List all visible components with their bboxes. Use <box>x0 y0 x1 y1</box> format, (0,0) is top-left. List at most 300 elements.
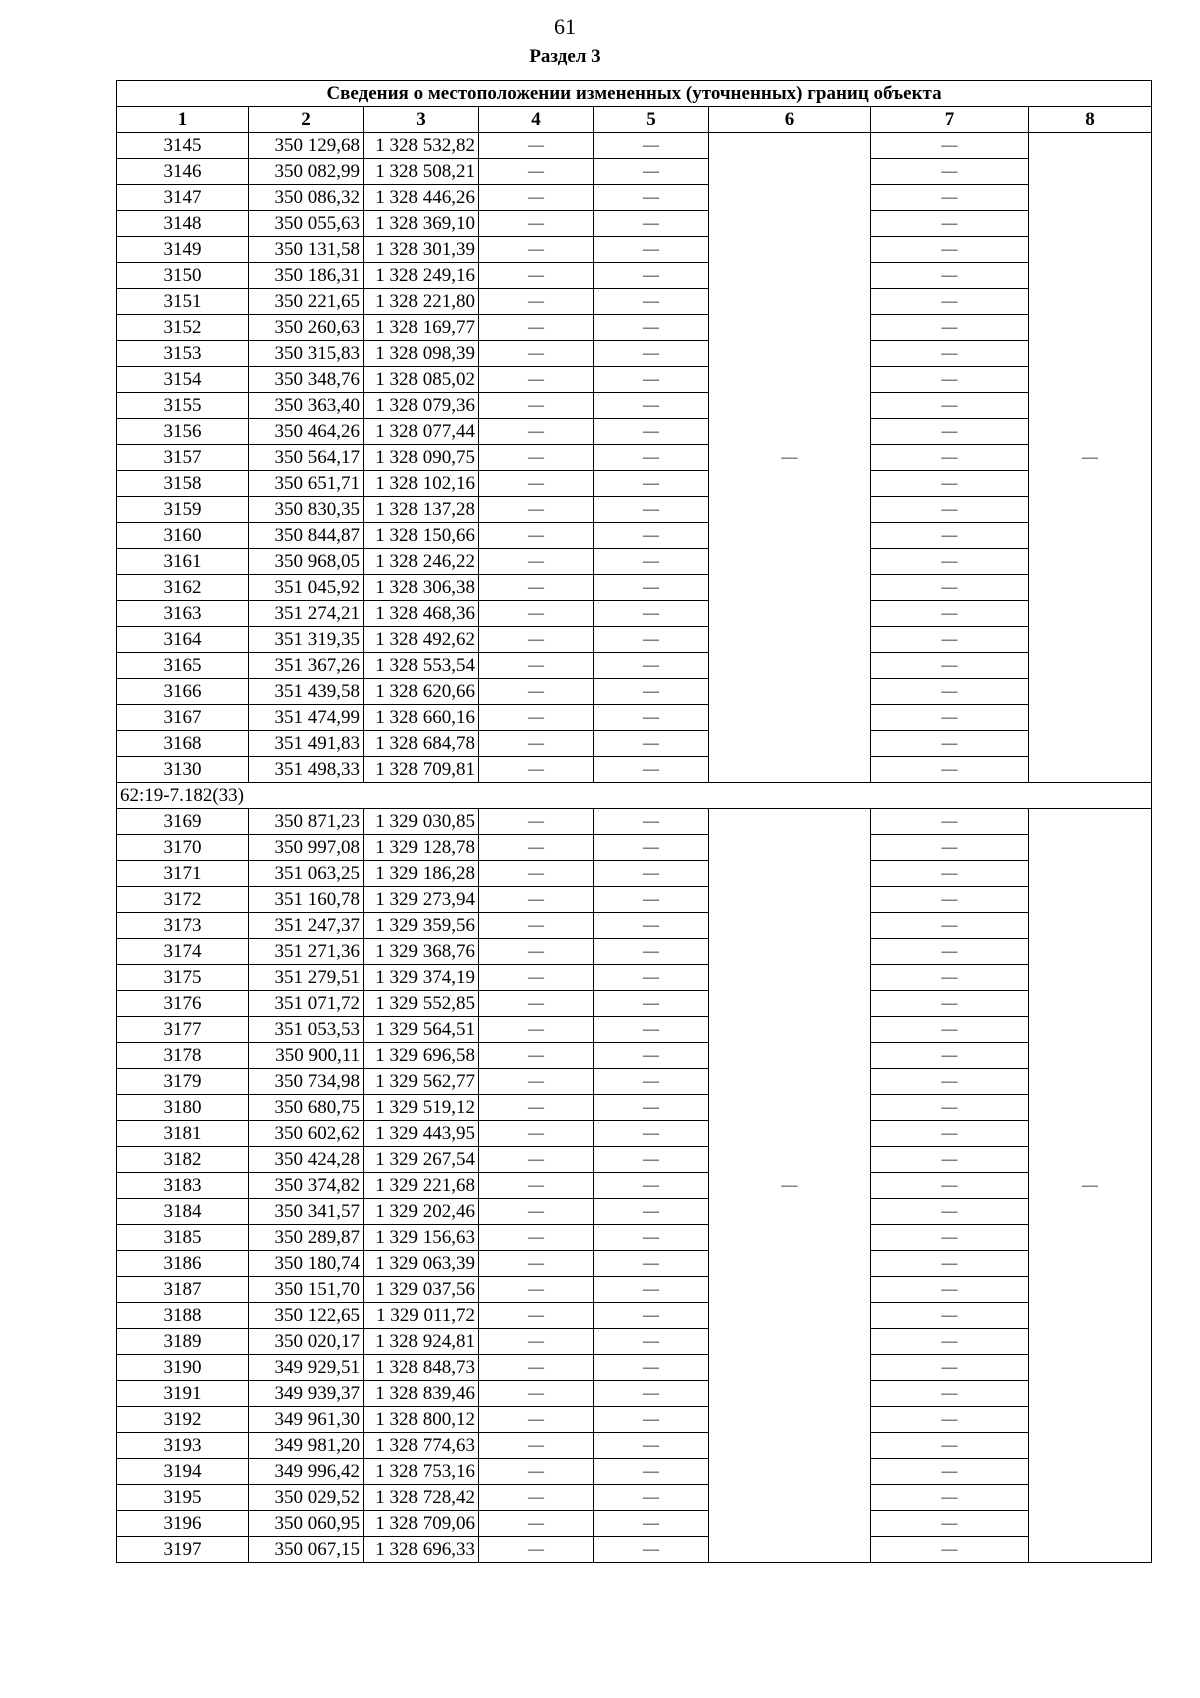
point-number: 3164 <box>117 627 249 653</box>
point-number: 3158 <box>117 471 249 497</box>
dash-cell: — <box>871 237 1029 263</box>
dash-cell: — <box>871 887 1029 913</box>
coordinate-y: 1 329 011,72 <box>364 1303 479 1329</box>
coordinate-y: 1 329 368,76 <box>364 939 479 965</box>
dash-cell: — <box>594 523 709 549</box>
dash-cell: — <box>871 991 1029 1017</box>
dash-cell: — <box>594 1225 709 1251</box>
point-number: 3167 <box>117 705 249 731</box>
coordinate-y: 1 329 128,78 <box>364 835 479 861</box>
point-number: 3178 <box>117 1043 249 1069</box>
point-number: 3177 <box>117 1017 249 1043</box>
dash-cell: — <box>871 1277 1029 1303</box>
coordinate-x: 350 151,70 <box>249 1277 364 1303</box>
column-header: 7 <box>871 107 1029 133</box>
table-row <box>117 1459 1152 1485</box>
dash-cell: — <box>871 575 1029 601</box>
dash-cell: — <box>594 211 709 237</box>
dash-cell: — <box>871 965 1029 991</box>
dash-cell: — <box>594 341 709 367</box>
column-number-row <box>117 107 1152 133</box>
table-row <box>117 1485 1152 1511</box>
dash-cell: — <box>871 1225 1029 1251</box>
dash-cell: — <box>479 367 594 393</box>
dash-cell: — <box>594 1121 709 1147</box>
table-row <box>117 497 1152 523</box>
table-row <box>117 939 1152 965</box>
dash-cell: — <box>594 757 709 783</box>
dash-cell: — <box>594 809 709 835</box>
dash-cell: — <box>871 393 1029 419</box>
coordinate-x: 350 055,63 <box>249 211 364 237</box>
point-number: 3146 <box>117 159 249 185</box>
dash-cell: — <box>479 991 594 1017</box>
table-row <box>117 1355 1152 1381</box>
coordinate-x: 350 680,75 <box>249 1095 364 1121</box>
cadastral-number: 62:19-7.182(33) <box>117 783 1152 809</box>
coordinate-x: 350 029,52 <box>249 1485 364 1511</box>
coordinate-y: 1 329 063,39 <box>364 1251 479 1277</box>
point-number: 3195 <box>117 1485 249 1511</box>
dash-cell: — <box>479 1017 594 1043</box>
point-number: 3145 <box>117 133 249 159</box>
dash-cell: — <box>479 861 594 887</box>
table-row <box>117 1199 1152 1225</box>
dash-cell: — <box>479 237 594 263</box>
coordinate-x: 350 186,31 <box>249 263 364 289</box>
dash-cell: — <box>594 705 709 731</box>
dash-cell: — <box>871 445 1029 471</box>
dash-cell: — <box>479 835 594 861</box>
dash-cell: — <box>594 1277 709 1303</box>
dash-cell: — <box>479 1407 594 1433</box>
coordinate-y: 1 328 492,62 <box>364 627 479 653</box>
dash-cell: — <box>479 1199 594 1225</box>
table-row <box>117 1407 1152 1433</box>
dash-cell: — <box>479 705 594 731</box>
table-caption: Сведения о местоположении измененных (уточненных) границ объекта <box>117 81 1152 107</box>
dash-cell: — <box>871 913 1029 939</box>
coordinate-x: 349 939,37 <box>249 1381 364 1407</box>
dash-cell: — <box>594 1199 709 1225</box>
coordinate-y: 1 328 753,16 <box>364 1459 479 1485</box>
point-number: 3163 <box>117 601 249 627</box>
table-row <box>117 965 1152 991</box>
table-row <box>117 835 1152 861</box>
point-number: 3173 <box>117 913 249 939</box>
dash-cell: — <box>871 809 1029 835</box>
coordinate-y: 1 328 369,10 <box>364 211 479 237</box>
page-number: 61 <box>554 14 576 39</box>
dash-cell: — <box>479 1121 594 1147</box>
dash-cell: — <box>479 575 594 601</box>
coordinate-x: 350 289,87 <box>249 1225 364 1251</box>
point-number: 3168 <box>117 731 249 757</box>
dash-cell: — <box>479 471 594 497</box>
table-row <box>117 731 1152 757</box>
coordinate-x: 351 279,51 <box>249 965 364 991</box>
coordinate-x: 350 082,99 <box>249 159 364 185</box>
table-row <box>117 887 1152 913</box>
dash-cell: — <box>871 1329 1029 1355</box>
table-row <box>117 1251 1152 1277</box>
coordinate-x: 350 830,35 <box>249 497 364 523</box>
point-number: 3147 <box>117 185 249 211</box>
coordinate-y: 1 329 562,77 <box>364 1069 479 1095</box>
dash-cell: — <box>871 1407 1029 1433</box>
table-row <box>117 1303 1152 1329</box>
column-header: 5 <box>594 107 709 133</box>
coordinate-x: 351 474,99 <box>249 705 364 731</box>
table-row <box>117 523 1152 549</box>
point-number: 3176 <box>117 991 249 1017</box>
dash-cell: — <box>594 315 709 341</box>
table-row <box>117 861 1152 887</box>
dash-cell: — <box>479 1537 594 1563</box>
dash-cell: — <box>594 731 709 757</box>
coordinate-y: 1 329 552,85 <box>364 991 479 1017</box>
merged-column-6: — <box>709 809 871 1563</box>
column-header: 1 <box>117 107 249 133</box>
dash-cell: — <box>871 861 1029 887</box>
section-title: Раздел 3 <box>529 46 601 67</box>
dash-cell: — <box>871 211 1029 237</box>
dash-cell: — <box>479 1459 594 1485</box>
dash-cell: — <box>479 341 594 367</box>
point-number: 3191 <box>117 1381 249 1407</box>
coordinate-x: 349 961,30 <box>249 1407 364 1433</box>
point-number: 3180 <box>117 1095 249 1121</box>
dash-cell: — <box>594 549 709 575</box>
table-row <box>117 679 1152 705</box>
dash-cell: — <box>479 133 594 159</box>
coordinate-y: 1 328 098,39 <box>364 341 479 367</box>
dash-cell: — <box>479 1485 594 1511</box>
dash-cell: — <box>594 965 709 991</box>
dash-cell: — <box>871 1095 1029 1121</box>
point-number: 3157 <box>117 445 249 471</box>
point-number: 3181 <box>117 1121 249 1147</box>
coordinate-y: 1 329 037,56 <box>364 1277 479 1303</box>
dash-cell: — <box>594 861 709 887</box>
dash-cell: — <box>594 1017 709 1043</box>
coordinate-x: 350 067,15 <box>249 1537 364 1563</box>
point-number: 3179 <box>117 1069 249 1095</box>
boundary-coordinates-table <box>116 80 1152 1563</box>
dash-cell: — <box>594 1173 709 1199</box>
dash-cell: — <box>479 211 594 237</box>
coordinate-y: 1 328 620,66 <box>364 679 479 705</box>
point-number: 3159 <box>117 497 249 523</box>
dash-cell: — <box>871 1147 1029 1173</box>
coordinate-x: 349 996,42 <box>249 1459 364 1485</box>
coordinate-y: 1 328 079,36 <box>364 393 479 419</box>
dash-cell: — <box>479 1225 594 1251</box>
table-row <box>117 1095 1152 1121</box>
table-caption-row <box>117 81 1152 107</box>
dash-cell: — <box>594 627 709 653</box>
coordinate-x: 351 071,72 <box>249 991 364 1017</box>
dash-cell: — <box>594 1303 709 1329</box>
coordinate-x: 351 053,53 <box>249 1017 364 1043</box>
table-row <box>117 1537 1152 1563</box>
dash-cell: — <box>594 887 709 913</box>
dash-cell: — <box>594 1485 709 1511</box>
dash-cell: — <box>871 835 1029 861</box>
table-row <box>117 653 1152 679</box>
table-row <box>117 913 1152 939</box>
dash-cell: — <box>871 627 1029 653</box>
dash-cell: — <box>594 1095 709 1121</box>
table-row <box>117 1277 1152 1303</box>
dash-cell: — <box>871 1069 1029 1095</box>
dash-cell: — <box>594 653 709 679</box>
dash-cell: — <box>594 1381 709 1407</box>
table-row <box>117 393 1152 419</box>
coordinate-y: 1 328 800,12 <box>364 1407 479 1433</box>
point-number: 3171 <box>117 861 249 887</box>
dash-cell: — <box>594 419 709 445</box>
coordinate-x: 351 498,33 <box>249 757 364 783</box>
coordinate-y: 1 328 660,16 <box>364 705 479 731</box>
dash-cell: — <box>594 991 709 1017</box>
point-number: 3165 <box>117 653 249 679</box>
point-number: 3130 <box>117 757 249 783</box>
coordinate-y: 1 328 150,66 <box>364 523 479 549</box>
dash-cell: — <box>479 731 594 757</box>
coordinate-x: 350 651,71 <box>249 471 364 497</box>
dash-cell: — <box>594 601 709 627</box>
coordinate-y: 1 328 848,73 <box>364 1355 479 1381</box>
dash-cell: — <box>479 1433 594 1459</box>
point-number: 3150 <box>117 263 249 289</box>
dash-cell: — <box>479 1147 594 1173</box>
dash-cell: — <box>594 1355 709 1381</box>
coordinate-x: 351 063,25 <box>249 861 364 887</box>
dash-cell: — <box>594 1069 709 1095</box>
dash-cell: — <box>479 497 594 523</box>
dash-cell: — <box>871 497 1029 523</box>
dash-cell: — <box>594 263 709 289</box>
coordinate-x: 351 247,37 <box>249 913 364 939</box>
coordinate-y: 1 329 696,58 <box>364 1043 479 1069</box>
dash-cell: — <box>479 1095 594 1121</box>
coordinate-x: 350 844,87 <box>249 523 364 549</box>
point-number: 3166 <box>117 679 249 705</box>
point-number: 3182 <box>117 1147 249 1173</box>
dash-cell: — <box>871 1173 1029 1199</box>
dash-cell: — <box>479 263 594 289</box>
dash-cell: — <box>594 185 709 211</box>
dash-cell: — <box>594 1251 709 1277</box>
dash-cell: — <box>479 653 594 679</box>
coordinate-x: 351 367,26 <box>249 653 364 679</box>
table-row <box>117 1329 1152 1355</box>
coordinate-y: 1 329 519,12 <box>364 1095 479 1121</box>
dash-cell: — <box>479 913 594 939</box>
dash-cell: — <box>871 705 1029 731</box>
dash-cell: — <box>479 627 594 653</box>
table-row <box>117 1147 1152 1173</box>
dash-cell: — <box>479 965 594 991</box>
coordinate-x: 351 271,36 <box>249 939 364 965</box>
dash-cell: — <box>594 133 709 159</box>
coordinate-x: 350 180,74 <box>249 1251 364 1277</box>
dash-cell: — <box>479 939 594 965</box>
coordinate-y: 1 328 306,38 <box>364 575 479 601</box>
point-number: 3193 <box>117 1433 249 1459</box>
dash-cell: — <box>479 1303 594 1329</box>
coordinate-y: 1 328 774,63 <box>364 1433 479 1459</box>
column-header: 3 <box>364 107 479 133</box>
coordinate-y: 1 329 221,68 <box>364 1173 479 1199</box>
point-number: 3194 <box>117 1459 249 1485</box>
coordinate-x: 351 045,92 <box>249 575 364 601</box>
dash-cell: — <box>479 1173 594 1199</box>
coordinate-x: 350 564,17 <box>249 445 364 471</box>
coordinate-x: 350 348,76 <box>249 367 364 393</box>
dash-cell: — <box>479 1251 594 1277</box>
dash-cell: — <box>594 1433 709 1459</box>
coordinate-y: 1 328 249,16 <box>364 263 479 289</box>
coordinate-x: 350 221,65 <box>249 289 364 315</box>
dash-cell: — <box>871 731 1029 757</box>
point-number: 3172 <box>117 887 249 913</box>
point-number: 3189 <box>117 1329 249 1355</box>
coordinate-x: 350 900,11 <box>249 1043 364 1069</box>
point-number: 3161 <box>117 549 249 575</box>
coordinate-y: 1 328 553,54 <box>364 653 479 679</box>
table-row <box>117 471 1152 497</box>
coordinate-x: 350 363,40 <box>249 393 364 419</box>
dash-cell: — <box>594 1043 709 1069</box>
coordinate-y: 1 329 273,94 <box>364 887 479 913</box>
point-number: 3170 <box>117 835 249 861</box>
coordinate-y: 1 328 696,33 <box>364 1537 479 1563</box>
point-number: 3190 <box>117 1355 249 1381</box>
merged-column-8: — <box>1029 133 1152 783</box>
dash-cell: — <box>871 1381 1029 1407</box>
dash-cell: — <box>594 679 709 705</box>
point-number: 3185 <box>117 1225 249 1251</box>
coordinate-y: 1 328 301,39 <box>364 237 479 263</box>
table-row <box>117 991 1152 1017</box>
point-number: 3156 <box>117 419 249 445</box>
point-number: 3187 <box>117 1277 249 1303</box>
column-header: 2 <box>249 107 364 133</box>
dash-cell: — <box>871 159 1029 185</box>
point-number: 3162 <box>117 575 249 601</box>
dash-cell: — <box>871 133 1029 159</box>
dash-cell: — <box>594 237 709 263</box>
coordinate-x: 350 086,32 <box>249 185 364 211</box>
column-header: 8 <box>1029 107 1152 133</box>
coordinate-y: 1 328 085,02 <box>364 367 479 393</box>
dash-cell: — <box>479 809 594 835</box>
dash-cell: — <box>871 757 1029 783</box>
table-row <box>117 367 1152 393</box>
table-row <box>117 575 1152 601</box>
point-number: 3153 <box>117 341 249 367</box>
dash-cell: — <box>871 185 1029 211</box>
coordinate-y: 1 328 728,42 <box>364 1485 479 1511</box>
dash-cell: — <box>594 445 709 471</box>
coordinate-x: 350 260,63 <box>249 315 364 341</box>
dash-cell: — <box>594 289 709 315</box>
dash-cell: — <box>594 393 709 419</box>
table-body <box>117 133 1152 1563</box>
dash-cell: — <box>594 159 709 185</box>
coordinate-x: 349 929,51 <box>249 1355 364 1381</box>
dash-cell: — <box>479 1511 594 1537</box>
merged-column-6: — <box>709 133 871 783</box>
coordinate-y: 1 328 839,46 <box>364 1381 479 1407</box>
dash-cell: — <box>594 1147 709 1173</box>
coordinate-x: 350 129,68 <box>249 133 364 159</box>
dash-cell: — <box>594 1511 709 1537</box>
coordinate-y: 1 328 137,28 <box>364 497 479 523</box>
column-header: 4 <box>479 107 594 133</box>
coordinate-x: 351 491,83 <box>249 731 364 757</box>
table-row <box>117 263 1152 289</box>
dash-cell: — <box>479 757 594 783</box>
coordinate-y: 1 328 446,26 <box>364 185 479 211</box>
coordinate-y: 1 328 102,16 <box>364 471 479 497</box>
dash-cell: — <box>479 1043 594 1069</box>
table-row <box>117 549 1152 575</box>
dash-cell: — <box>871 1251 1029 1277</box>
dash-cell: — <box>871 1043 1029 1069</box>
coordinate-y: 1 328 221,80 <box>364 289 479 315</box>
coordinate-y: 1 328 077,44 <box>364 419 479 445</box>
dash-cell: — <box>871 315 1029 341</box>
coordinate-x: 350 020,17 <box>249 1329 364 1355</box>
dash-cell: — <box>871 341 1029 367</box>
dash-cell: — <box>594 471 709 497</box>
coordinate-y: 1 328 246,22 <box>364 549 479 575</box>
dash-cell: — <box>871 289 1029 315</box>
dash-cell: — <box>479 289 594 315</box>
coordinate-y: 1 328 169,77 <box>364 315 479 341</box>
table-row <box>117 757 1152 783</box>
dash-cell: — <box>594 1537 709 1563</box>
table-row <box>117 1433 1152 1459</box>
point-number: 3188 <box>117 1303 249 1329</box>
dash-cell: — <box>871 1355 1029 1381</box>
dash-cell: — <box>594 913 709 939</box>
point-number: 3174 <box>117 939 249 965</box>
dash-cell: — <box>871 1459 1029 1485</box>
dash-cell: — <box>479 1381 594 1407</box>
coordinate-x: 350 424,28 <box>249 1147 364 1173</box>
coordinate-y: 1 329 156,63 <box>364 1225 479 1251</box>
coordinate-y: 1 328 709,06 <box>364 1511 479 1537</box>
table-row <box>117 133 1152 159</box>
coordinate-x: 350 122,65 <box>249 1303 364 1329</box>
point-number: 3149 <box>117 237 249 263</box>
dash-cell: — <box>479 1069 594 1095</box>
dash-cell: — <box>594 575 709 601</box>
dash-cell: — <box>871 523 1029 549</box>
point-number: 3184 <box>117 1199 249 1225</box>
coordinate-x: 350 341,57 <box>249 1199 364 1225</box>
dash-cell: — <box>871 471 1029 497</box>
coordinate-y: 1 328 090,75 <box>364 445 479 471</box>
dash-cell: — <box>871 1199 1029 1225</box>
dash-cell: — <box>594 1329 709 1355</box>
table-row <box>117 627 1152 653</box>
dash-cell: — <box>871 263 1029 289</box>
